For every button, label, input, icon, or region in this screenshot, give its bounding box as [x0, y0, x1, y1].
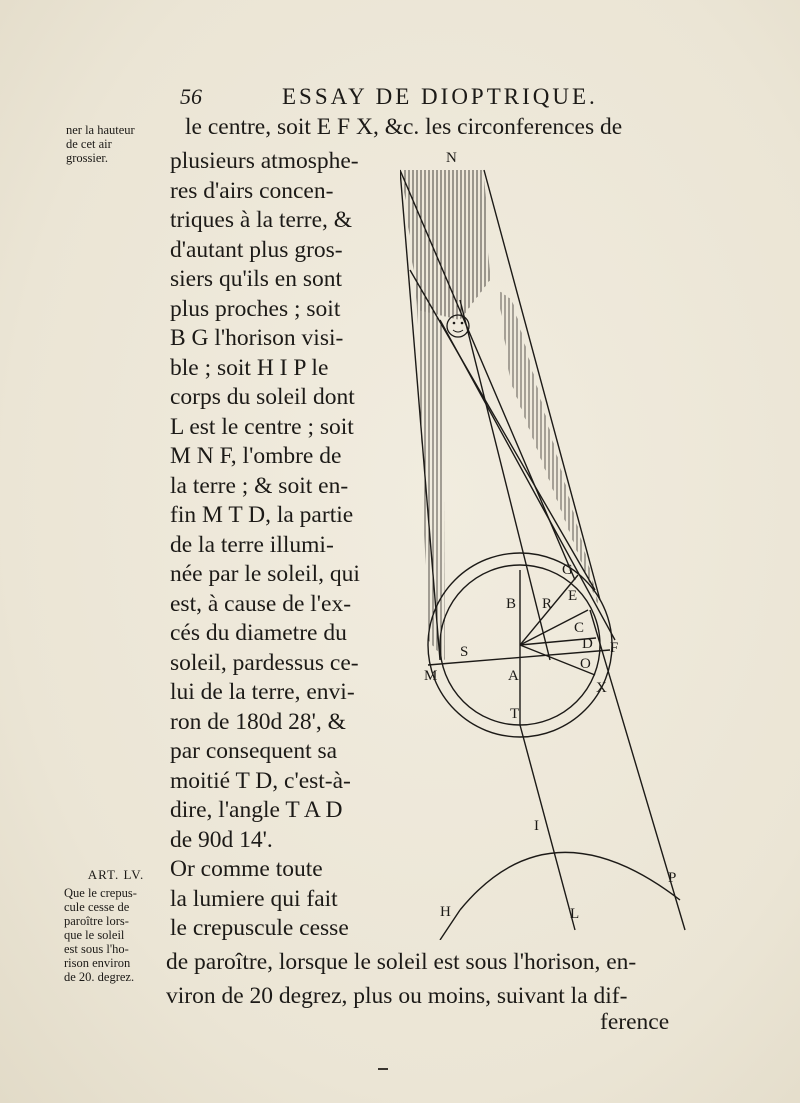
margin-note-line: paroître lors- [64, 914, 129, 928]
label-C: C [574, 620, 585, 636]
margin-note-top [66, 123, 184, 165]
running-title: ESSAY DE DIOPTRIQUE. [282, 84, 598, 109]
margin-note-line: de cet air [66, 137, 112, 151]
text-line: M N F, l'ombre de [170, 443, 342, 469]
text-line: ron de 180d 28', & [170, 708, 346, 735]
text-line: corps du soleil dont [170, 384, 355, 410]
text-line: siers qu'ils en sont [170, 266, 342, 292]
text-line: plusieurs atmosphe- [170, 148, 359, 174]
article-number: ART. LV. [87, 867, 145, 882]
margin-note-line: rison environ [64, 956, 131, 970]
label-N: N [446, 150, 457, 166]
page-header [180, 84, 620, 114]
label-P: P [668, 870, 677, 886]
margin-note-line: que le soleil [64, 928, 125, 942]
text-line: res d'airs concen- [170, 177, 334, 204]
label-O: O [580, 656, 591, 672]
margin-note-line: grossier. [66, 151, 109, 165]
text-line: lui de la terre, envi- [170, 679, 355, 705]
text-line: cés du diametre du [170, 620, 347, 646]
margin-note-line: de 20. degrez. [64, 970, 135, 984]
text-line: le crepuscule cesse [170, 915, 349, 941]
page-number: 56 [180, 84, 202, 109]
label-F: F [610, 640, 619, 656]
text-line: B G l'horison visi- [170, 325, 344, 351]
text-line: plus proches ; soit [170, 295, 341, 322]
text-line: par consequent sa [170, 738, 338, 764]
twilight-diagram [400, 140, 720, 940]
text-line: soleil, pardessus ce- [170, 649, 359, 676]
text-line: triques à la terre, & [170, 207, 353, 233]
label-X: X [596, 680, 607, 696]
label-D: D [582, 636, 593, 652]
text-line: de la terre illumi- [170, 531, 334, 558]
label-A: A [508, 668, 519, 684]
label-M: M [424, 668, 438, 684]
label-I: I [534, 818, 539, 834]
text-line-tail: viron de 20 degrez, plus ou moins, suivant la dif- [166, 983, 628, 1009]
margin-note-line: est sous l'ho- [64, 942, 129, 956]
margin-note-article [64, 868, 168, 984]
footer-mark [378, 1068, 388, 1070]
text-line-tail: ference [600, 1009, 670, 1035]
text-line-full: le centre, soit E F X, &c. les circonferences de [185, 114, 623, 140]
text-line: née par le soleil, qui [170, 561, 360, 587]
label-S: S [460, 644, 469, 660]
text-line: Or comme toute [170, 856, 323, 882]
label-B: B [506, 596, 517, 612]
text-line: de 90d 14'. [170, 826, 273, 853]
margin-note-line: cule cesse de [64, 900, 130, 914]
label-E: E [568, 588, 578, 604]
label-T: T [510, 706, 520, 722]
margin-note-line: Que le crepus- [64, 886, 137, 900]
label-R: R [542, 596, 553, 612]
label-H: H [440, 904, 451, 920]
label-L: L [570, 906, 580, 922]
text-line: la lumiere qui fait [170, 885, 338, 912]
text-line: ble ; soit H I P le [170, 354, 329, 381]
text-line: L est le centre ; soit [170, 413, 354, 440]
text-line: moitié T D, c'est-à- [170, 767, 351, 794]
text-line-tail: de paroître, lorsque le soleil est sous l'horison, en- [166, 949, 637, 975]
margin-note-line: ner la hauteur [66, 123, 135, 137]
text-line: dire, l'angle T A D [170, 797, 343, 823]
label-G: G [562, 562, 573, 578]
text-line: est, à cause de l'ex- [170, 590, 352, 617]
text-line: la terre ; & soit en- [170, 472, 349, 499]
text-line: d'autant plus gros- [170, 236, 343, 263]
text-line: fin M T D, la partie [170, 502, 354, 528]
